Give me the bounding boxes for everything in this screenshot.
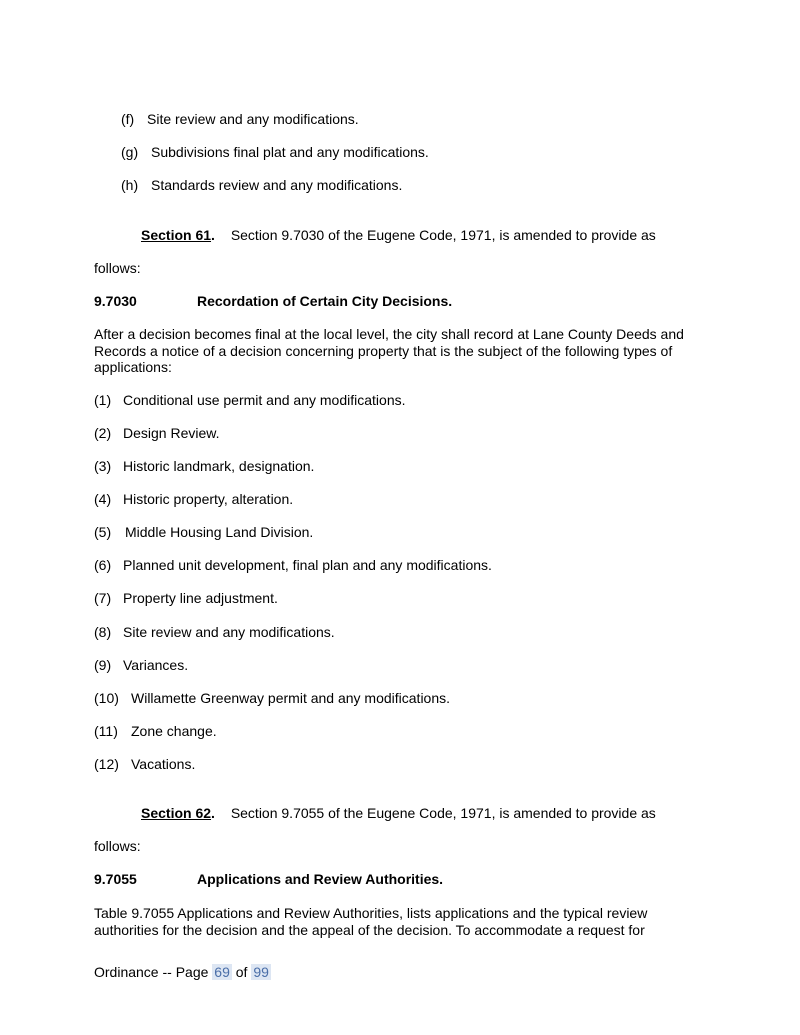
heading-9-7030 — [94, 293, 452, 310]
section-61-label: Section 61 — [141, 227, 212, 243]
item-label: (8) — [94, 624, 112, 640]
footer-prefix: Ordinance -- Page — [94, 964, 209, 980]
item-label: (g) — [121, 144, 139, 160]
item-label: (6) — [94, 557, 112, 573]
item-text: Willamette Greenway permit and any modifications. — [131, 690, 451, 706]
list-item — [94, 756, 195, 773]
paragraph-9-7030: After a decision becomes final at the local level, the city shall record at Lane County Deeds and Records a notice of a decision concerning property that is the subject of the following types of applications: — [94, 326, 684, 375]
section-61-follows: follows: — [94, 260, 141, 276]
heading-number: 9.7055 — [94, 871, 137, 887]
item-text: Site review and any modifications. — [123, 624, 335, 640]
heading-9-7055 — [94, 871, 443, 888]
item-label: (f) — [121, 111, 135, 127]
item-text: Standards review and any modifications. — [151, 177, 403, 193]
heading-title: Applications and Review Authorities. — [197, 871, 444, 887]
section-62-intro — [141, 805, 656, 822]
page-number: 69 — [214, 964, 230, 980]
section-62-text: Section 9.7055 of the Eugene Code, 1971, is amended to provide as — [230, 805, 656, 821]
page-footer — [94, 964, 271, 981]
item-text: Zone change. — [131, 723, 217, 739]
heading-number: 9.7030 — [94, 293, 137, 309]
list-item — [94, 425, 220, 442]
list-item — [94, 524, 313, 541]
item-text: Planned unit development, final plan and any modifications. — [123, 557, 492, 573]
list-item — [94, 590, 278, 607]
item-label: (h) — [121, 177, 139, 193]
list-item — [121, 144, 429, 161]
list-item — [94, 624, 335, 641]
item-label: (11) — [94, 723, 118, 739]
list-item — [94, 491, 293, 508]
item-text: Site review and any modifications. — [147, 111, 359, 127]
item-label: (2) — [94, 425, 112, 441]
item-text: Historic property, alteration. — [123, 491, 294, 507]
item-text: Property line adjustment. — [123, 590, 278, 606]
list-item — [121, 177, 402, 194]
item-text: Middle Housing Land Division. — [125, 524, 314, 540]
item-label: (5) — [94, 524, 112, 540]
item-label: (4) — [94, 491, 112, 507]
section-61-text: Section 9.7030 of the Eugene Code, 1971, is amended to provide as — [230, 227, 656, 243]
footer-of: of — [235, 964, 248, 980]
list-item — [94, 657, 188, 674]
list-item — [94, 690, 450, 707]
section-62-label: Section 62 — [141, 805, 212, 821]
paragraph-9-7055: Table 9.7055 Applications and Review Authorities, lists applications and the typical review authorities for the decision and the appeal of the decision. To accommodate a request for — [94, 905, 648, 938]
section-62-follows: follows: — [94, 838, 141, 854]
section-62-punct: . — [211, 805, 215, 821]
list-item — [94, 557, 492, 574]
list-item — [94, 723, 217, 740]
item-text: Historic landmark, designation. — [123, 458, 315, 474]
item-label: (12) — [94, 756, 119, 772]
item-text: Variances. — [123, 657, 189, 673]
item-text: Conditional use permit and any modifications. — [123, 392, 406, 408]
item-label: (1) — [94, 392, 112, 408]
section-61-intro — [141, 227, 656, 244]
list-item — [94, 392, 406, 409]
item-text: Vacations. — [131, 756, 196, 772]
item-label: (10) — [94, 690, 119, 706]
list-item — [121, 111, 359, 128]
item-text: Subdivisions final plat and any modifications. — [151, 144, 429, 160]
item-label: (9) — [94, 657, 112, 673]
item-text: Design Review. — [123, 425, 220, 441]
heading-title: Recordation of Certain City Decisions. — [197, 293, 453, 309]
item-label: (3) — [94, 458, 112, 474]
page-total: 99 — [253, 964, 269, 980]
list-item — [94, 458, 314, 475]
section-61-punct: . — [211, 227, 215, 243]
item-label: (7) — [94, 590, 112, 606]
